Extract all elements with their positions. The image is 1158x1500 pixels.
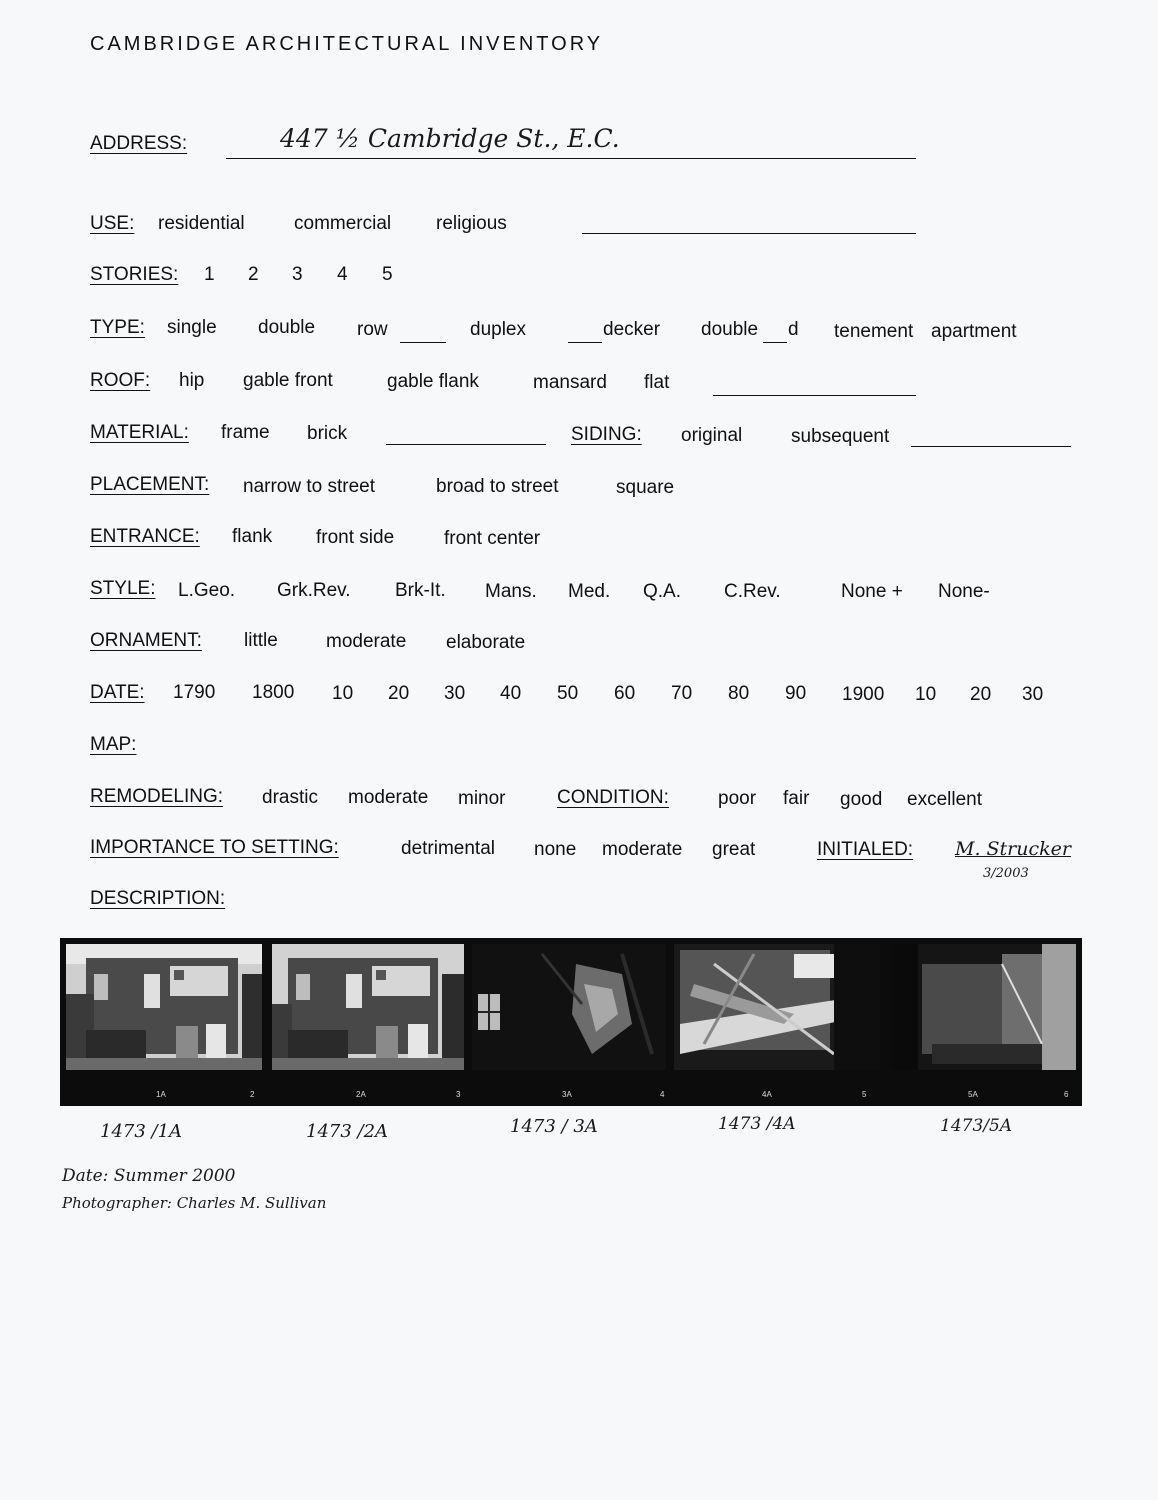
style-option: L.Geo. xyxy=(178,580,236,601)
type-option: row xyxy=(357,319,388,340)
ornament-option: moderate xyxy=(326,631,407,652)
edge-mark: 3 xyxy=(456,1090,461,1099)
type-option: double xyxy=(258,317,316,338)
condition-option: excellent xyxy=(907,789,982,810)
initialed-name: M. Strucker xyxy=(955,838,1071,860)
edge-mark: 2 xyxy=(250,1090,255,1099)
date-option: 80 xyxy=(728,683,750,704)
date-option: 1900 xyxy=(842,684,885,705)
photo-frame-2a xyxy=(272,944,464,1070)
date-option: 30 xyxy=(1022,684,1044,705)
type-option: single xyxy=(167,317,217,338)
use-option: religious xyxy=(436,213,507,234)
use-option: residential xyxy=(158,213,245,234)
edge-mark: 4A xyxy=(762,1090,772,1099)
form-title: CAMBRIDGE ARCHITECTURAL INVENTORY xyxy=(90,33,604,55)
condition-option: fair xyxy=(783,788,810,809)
photo-caption: 1473 /1A xyxy=(100,1121,183,1142)
photo-frame-4a xyxy=(674,944,880,1070)
photo-frame-5a xyxy=(892,944,1076,1070)
photo-caption: 1473/5A xyxy=(940,1116,1013,1136)
style-option: None + xyxy=(841,581,903,602)
type-row-blank xyxy=(400,342,446,343)
siding-label: SIDING: xyxy=(571,424,642,445)
date-option: 1790 xyxy=(173,682,216,703)
style-option: C.Rev. xyxy=(724,581,781,602)
address-label: ADDRESS: xyxy=(90,133,188,154)
ornament-option: little xyxy=(244,630,278,651)
type-option: decker xyxy=(603,319,661,340)
importance-option: none xyxy=(534,839,577,860)
photo-date-note: Date: Summer 2000 xyxy=(62,1166,236,1186)
style-option: Brk-It. xyxy=(395,580,446,601)
photo-frame-3a xyxy=(472,944,666,1070)
address-line xyxy=(226,158,916,159)
siding-other-line xyxy=(911,446,1071,447)
style-label: STYLE: xyxy=(90,578,156,599)
photo-frame-1a xyxy=(66,944,262,1070)
remodeling-option: drastic xyxy=(262,787,318,808)
date-label: DATE: xyxy=(90,682,145,703)
date-option: 40 xyxy=(500,683,522,704)
material-option: brick xyxy=(307,423,348,444)
date-option: 50 xyxy=(557,683,579,704)
importance-option: moderate xyxy=(602,839,683,860)
stories-label: STORIES: xyxy=(90,264,179,285)
date-option: 10 xyxy=(915,684,937,705)
date-option: 60 xyxy=(614,683,636,704)
importance-option: great xyxy=(712,839,756,860)
type-label: TYPE: xyxy=(90,317,145,338)
type-double-blank xyxy=(763,342,787,343)
edge-mark: 6 xyxy=(1064,1090,1069,1099)
entrance-label: ENTRANCE: xyxy=(90,526,200,547)
map-label: MAP: xyxy=(90,734,137,755)
style-option: Med. xyxy=(568,581,611,602)
date-option: 30 xyxy=(444,683,466,704)
placement-label: PLACEMENT: xyxy=(90,474,210,495)
type-option: double xyxy=(701,319,759,340)
stories-option: 3 xyxy=(292,264,303,285)
date-option: 1800 xyxy=(252,682,295,703)
siding-option: subsequent xyxy=(791,426,890,447)
date-option: 20 xyxy=(970,684,992,705)
photo-caption: 1473 / 3A xyxy=(510,1116,598,1137)
style-option: Grk.Rev. xyxy=(277,580,351,601)
placement-option: narrow to street xyxy=(243,476,375,497)
edge-mark: 3A xyxy=(562,1090,572,1099)
type-option: tenement xyxy=(834,321,914,342)
material-other-line xyxy=(386,444,546,445)
type-option: apartment xyxy=(931,321,1017,342)
condition-option: poor xyxy=(718,788,757,809)
use-other-line xyxy=(582,233,916,234)
edge-mark: 2A xyxy=(356,1090,366,1099)
entrance-option: flank xyxy=(232,526,273,547)
ornament-option: elaborate xyxy=(446,632,526,653)
remodeling-option: minor xyxy=(458,788,506,809)
remodeling-option: moderate xyxy=(348,787,429,808)
material-label: MATERIAL: xyxy=(90,422,189,443)
roof-option: gable front xyxy=(243,370,333,391)
initialed-label: INITIALED: xyxy=(817,839,914,860)
entrance-option: front side xyxy=(316,527,395,548)
style-option: Q.A. xyxy=(643,581,682,602)
edge-mark: 5 xyxy=(862,1090,867,1099)
importance-option: detrimental xyxy=(401,838,495,859)
date-option: 10 xyxy=(332,683,354,704)
edge-mark: 1A xyxy=(156,1090,166,1099)
initialed-date: 3/2003 xyxy=(983,866,1029,881)
roof-option: hip xyxy=(179,370,205,391)
placement-option: square xyxy=(616,477,675,498)
address-value: 447 ½ Cambridge St., E.C. xyxy=(280,124,620,153)
roof-other-line xyxy=(713,395,916,396)
roof-label: ROOF: xyxy=(90,370,151,391)
roof-option: mansard xyxy=(533,372,607,393)
remodeling-label: REMODELING: xyxy=(90,786,224,807)
style-option: Mans. xyxy=(485,581,537,602)
edge-mark: 5A xyxy=(968,1090,978,1099)
date-option: 20 xyxy=(388,683,410,704)
date-option: 90 xyxy=(785,683,807,704)
use-label: USE: xyxy=(90,213,135,234)
siding-option: original xyxy=(681,425,743,446)
stories-option: 2 xyxy=(248,264,259,285)
date-option: 70 xyxy=(671,683,693,704)
stories-option: 4 xyxy=(337,264,348,285)
placement-option: broad to street xyxy=(436,476,559,497)
material-option: frame xyxy=(221,422,270,443)
type-decker-blank xyxy=(568,342,602,343)
importance-label: IMPORTANCE TO SETTING: xyxy=(90,837,339,858)
photo-caption: 1473 /4A xyxy=(718,1114,796,1134)
type-option: duplex xyxy=(470,319,526,340)
description-label: DESCRIPTION: xyxy=(90,888,226,909)
edge-mark: 4 xyxy=(660,1090,665,1099)
photo-caption: 1473 /2A xyxy=(306,1121,389,1142)
ornament-label: ORNAMENT: xyxy=(90,630,202,651)
condition-option: good xyxy=(840,789,883,810)
style-option: None- xyxy=(938,581,990,602)
photographer-note: Photographer: Charles M. Sullivan xyxy=(62,1194,327,1212)
stories-option: 1 xyxy=(204,264,215,285)
roof-option: gable flank xyxy=(387,371,479,392)
contact-sheet-filmstrip xyxy=(60,938,1082,1106)
entrance-option: front center xyxy=(444,528,541,549)
stories-option: 5 xyxy=(382,264,393,285)
roof-option: flat xyxy=(644,372,670,393)
use-option: commercial xyxy=(294,213,392,234)
condition-label: CONDITION: xyxy=(557,787,669,808)
type-option: d xyxy=(788,319,799,340)
